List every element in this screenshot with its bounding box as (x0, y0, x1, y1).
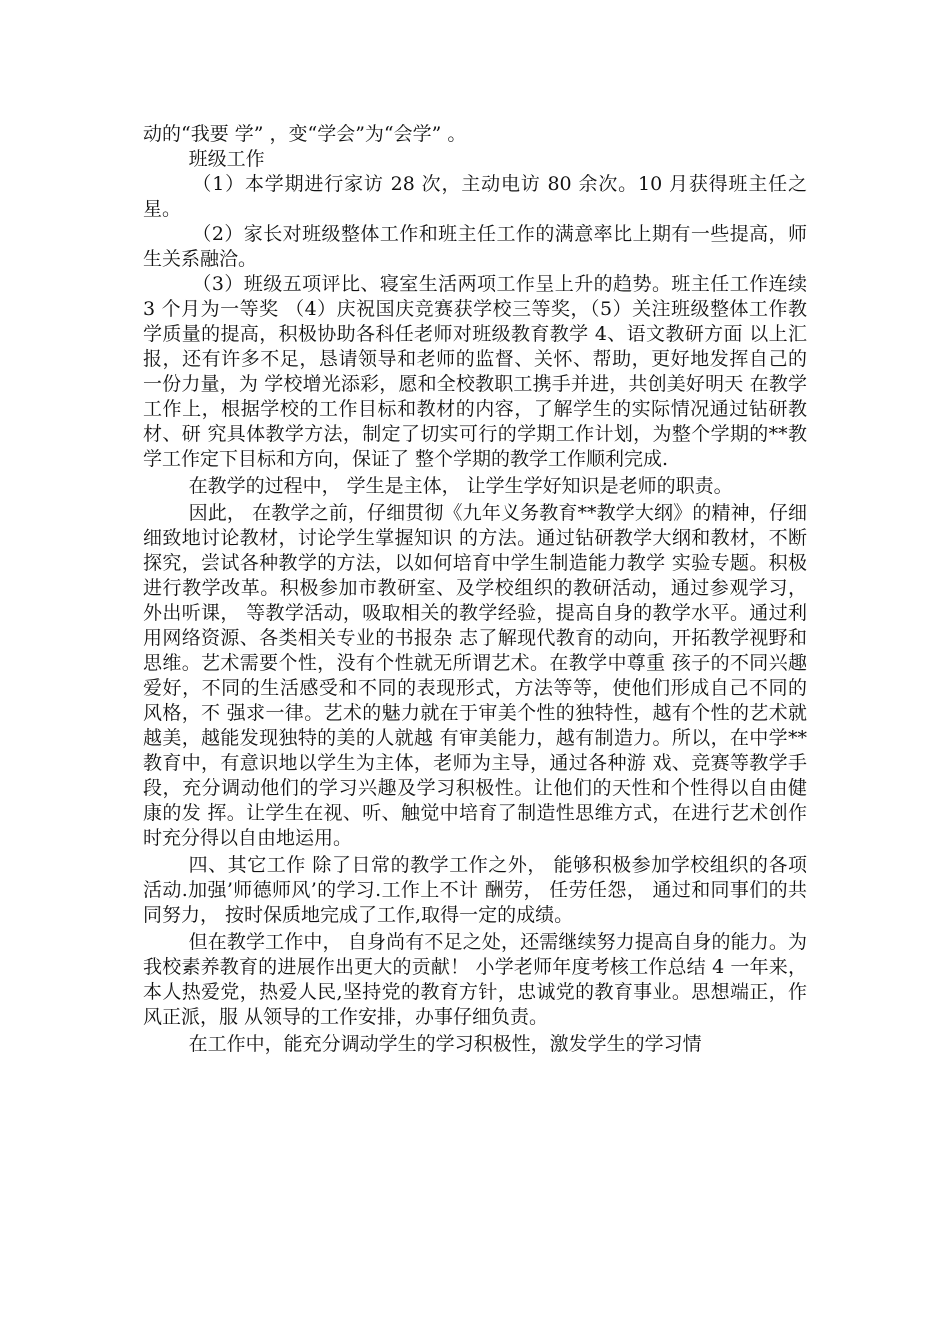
section-heading-class-work: 班级工作 (188, 148, 265, 170)
document-page (143, 122, 807, 1057)
paragraph-item-3: （3）班级五项评比、寝室生活两项工作呈上升的趋势。班主任工作连续 3 个月为一等奖 （4）庆祝国庆竞赛获学校三等奖，（5）关注班级整体工作教学质量的提高，积极协助各科任老师对班级教育教学 4、语文教研方面 以上汇报，还有许多不足，恳请领导和老师的监督、关怀、帮助，更好地发挥自己的一份力量，为 学校增光添彩，愿和全校教职工携手并进，共创美好明天 在教学工作上，根据学校的工作目标和教材的内容，了解学生的实际情况通过钻研教材、研 究具体教学方法，制定了切实可行的学期工作计划，为整个学期的**教学工作定下目标和方向，保证了 整个学期的教学工作顺利完成. (143, 273, 807, 470)
paragraph-therefore: 因此， 在教学之前，仔细贯彻《九年义务教育**教学大纲》的精神，仔细细致地讨论教材，讨论学生掌握知识 的方法。通过钻研教学大纲和教材，不断探究，尝试各种教学的方法，以如何培育中学生制造能力教学 实验专题。积极进行教学改革。积极参加市教研室、及学校组织的教研活动，通过参观学习，外出听课， 等教学活动，吸取相关的教学经验，提高自身的教学水平。通过利用网络资源、各类相关专业的书报杂 志了解现代教育的动向，开拓教学视野和思维。艺术需要个性，没有个性就无所谓艺术。在教学中尊重 孩子的不同兴趣爱好，不同的生活感受和不同的表现形式，方法等等，使他们形成自己不同的风格，不 强求一律。艺术的魅力就在于审美个性的独特性，越有个性的艺术就越美，越能发现独特的美的人就越 有审美能力，越有制造力。所以，在中学**教育中，有意识地以学生为主体，老师为主导，通过各种游 戏、竞赛等教学手段，充分调动他们的学习兴趣及学习积极性。让他们的天性和个性得以自由健康的发 挥。让学生在视、听、触觉中培育了制造性思维方式，在进行艺术创作时充分得以自由地运用。 (143, 502, 807, 849)
paragraph-continuation: 动的“我要 学” ，变“学会”为“会学” 。 (143, 123, 467, 145)
paragraph-item-2: （2）家长对班级整体工作和班主任工作的满意率比上期有一些提高，师生关系融洽。 (143, 223, 807, 270)
paragraph-item-1: （1）本学期进行家访 28 次，主动电访 80 余次。10 月获得班主任之星。 (143, 173, 807, 220)
paragraph-shortcomings: 但在教学工作中， 自身尚有不足之处，还需继续努力提高自身的能力。为我校素养教育的进展作出更大的贡献！ 小学老师年度考核工作总结 4 一年来，本人热爱党，热爱人民,坚持党的教育方针，忠诚党的教育事业。思想端正，作风正派，服 从领导的工作安排，办事仔细负责。 (143, 931, 807, 1028)
paragraph-at-work: 在工作中，能充分调动学生的学习积极性，激发学生的学习情 (188, 1033, 702, 1055)
paragraph-other-work: 四、其它工作 除了日常的教学工作之外， 能够积极参加学校组织的各项活动.加强’师德师风’的学习.工作上不计 酬劳， 任劳任怨， 通过和同事们的共同努力， 按时保质地完成了工作,取得一定的成绩。 (143, 854, 807, 926)
paragraph-teaching-process: 在教学的过程中， 学生是主体， 让学生学好知识是老师的职责。 (188, 475, 733, 497)
